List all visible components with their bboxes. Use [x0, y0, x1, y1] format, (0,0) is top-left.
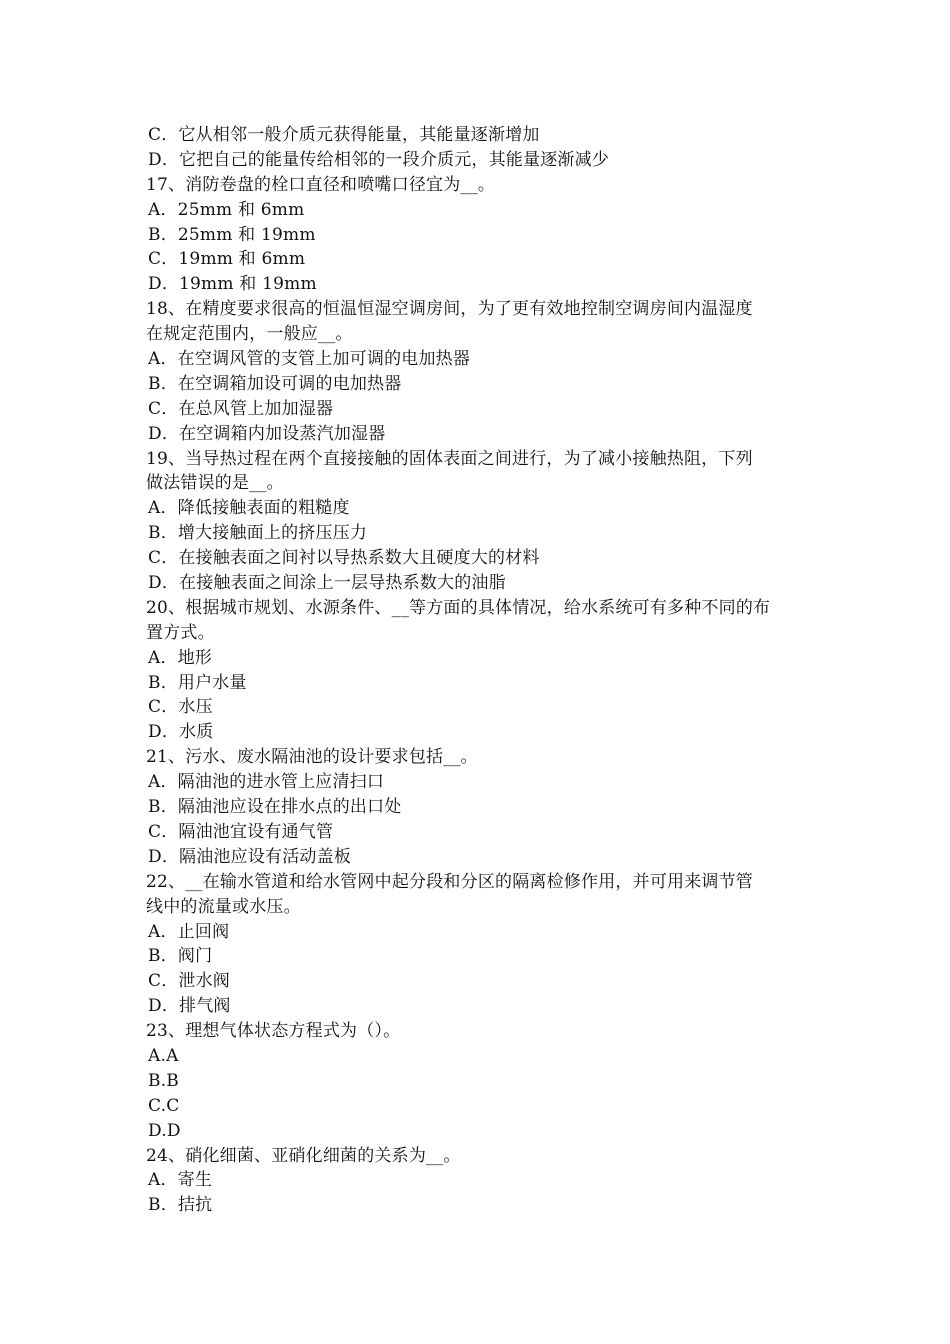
answer-option-line: A．止回阀 [148, 921, 230, 942]
question-text-line: 24、硝化细菌、亚硝化细菌的关系为__。 [146, 1145, 461, 1166]
answer-option-line: D．隔油池应设有活动盖板 [148, 846, 352, 867]
answer-option-line: B．阀门 [148, 946, 213, 967]
answer-option-line: A．隔油池的进水管上应清扫口 [148, 772, 385, 793]
answer-option-line: B．隔油池应设在排水点的出口处 [148, 797, 402, 818]
answer-option-line: B．25mm 和 19mm [148, 224, 316, 245]
answer-option-line: A．降低接触表面的粗糙度 [148, 498, 350, 519]
answer-option-line: B．增大接触面上的挤压压力 [148, 523, 368, 544]
question-text-line: 在规定范围内，一般应__。 [146, 324, 353, 345]
answer-option-line: C．在接触表面之间衬以导热系数大且硬度大的材料 [148, 548, 540, 569]
exam-question-list [146, 123, 814, 1218]
question-text-line: 18、在精度要求很高的恒温恒湿空调房间，为了更有效地控制空调房间内温湿度 [146, 299, 753, 320]
question-text-line: 20、根据城市规划、水源条件、__等方面的具体情况，给水系统可有多种不同的布 [146, 597, 771, 618]
answer-option-line: A．在空调风管的支管上加可调的电加热器 [148, 349, 471, 370]
answer-option-line: D．19mm 和 19mm [148, 274, 317, 295]
answer-option-line: B.B [148, 1070, 179, 1091]
question-text-line: 置方式。 [146, 622, 215, 643]
answer-option-line: D．排气阀 [148, 996, 231, 1017]
answer-option-line: C．隔油池宜设有通气管 [148, 821, 334, 842]
answer-option-line: A．地形 [148, 647, 213, 668]
question-text-line: 线中的流量或水压。 [146, 896, 301, 917]
question-text-line: 23、理想气体状态方程式为（）。 [146, 1021, 401, 1042]
answer-option-line: D.D [148, 1120, 181, 1141]
answer-option-line: D．在空调箱内加设蒸汽加湿器 [148, 423, 386, 444]
answer-option-line: C．19mm 和 6mm [148, 249, 306, 270]
answer-option-line: B．拮抗 [148, 1195, 213, 1216]
answer-option-line: B．在空调箱加设可调的电加热器 [148, 373, 402, 394]
answer-option-line: C．它从相邻一般介质元获得能量，其能量逐渐增加 [148, 125, 540, 145]
question-text-line: 21、污水、废水隔油池的设计要求包括__。 [146, 747, 478, 768]
answer-option-line: C．泄水阀 [148, 971, 231, 992]
answer-option-line: D．它把自己的能量传给相邻的一段介质元，其能量逐渐减少 [148, 149, 610, 170]
question-text-line: 17、消防卷盘的栓口直径和喷嘴口径宜为__。 [146, 174, 496, 195]
answer-option-line: D．水质 [148, 722, 214, 743]
answer-option-line: D．在接触表面之间涂上一层导热系数大的油脂 [148, 573, 506, 594]
answer-option-line: B．用户水量 [148, 672, 247, 693]
answer-option-line: C．水压 [148, 697, 213, 718]
answer-option-line: A．寄生 [148, 1170, 213, 1191]
question-text-line: 做法错误的是__。 [146, 473, 284, 494]
answer-option-line: A．25mm 和 6mm [148, 199, 305, 220]
question-text-line: 19、当导热过程在两个直接接触的固体表面之间进行，为了减小接触热阻，下列 [146, 448, 753, 469]
question-text-line: 22、__在输水管道和给水管网中起分段和分区的隔离检修作用，并可用来调节管 [146, 871, 754, 892]
answer-option-line: A.A [148, 1045, 179, 1066]
answer-option-line: C.C [148, 1095, 180, 1116]
answer-option-line: C．在总风管上加加湿器 [148, 398, 334, 419]
